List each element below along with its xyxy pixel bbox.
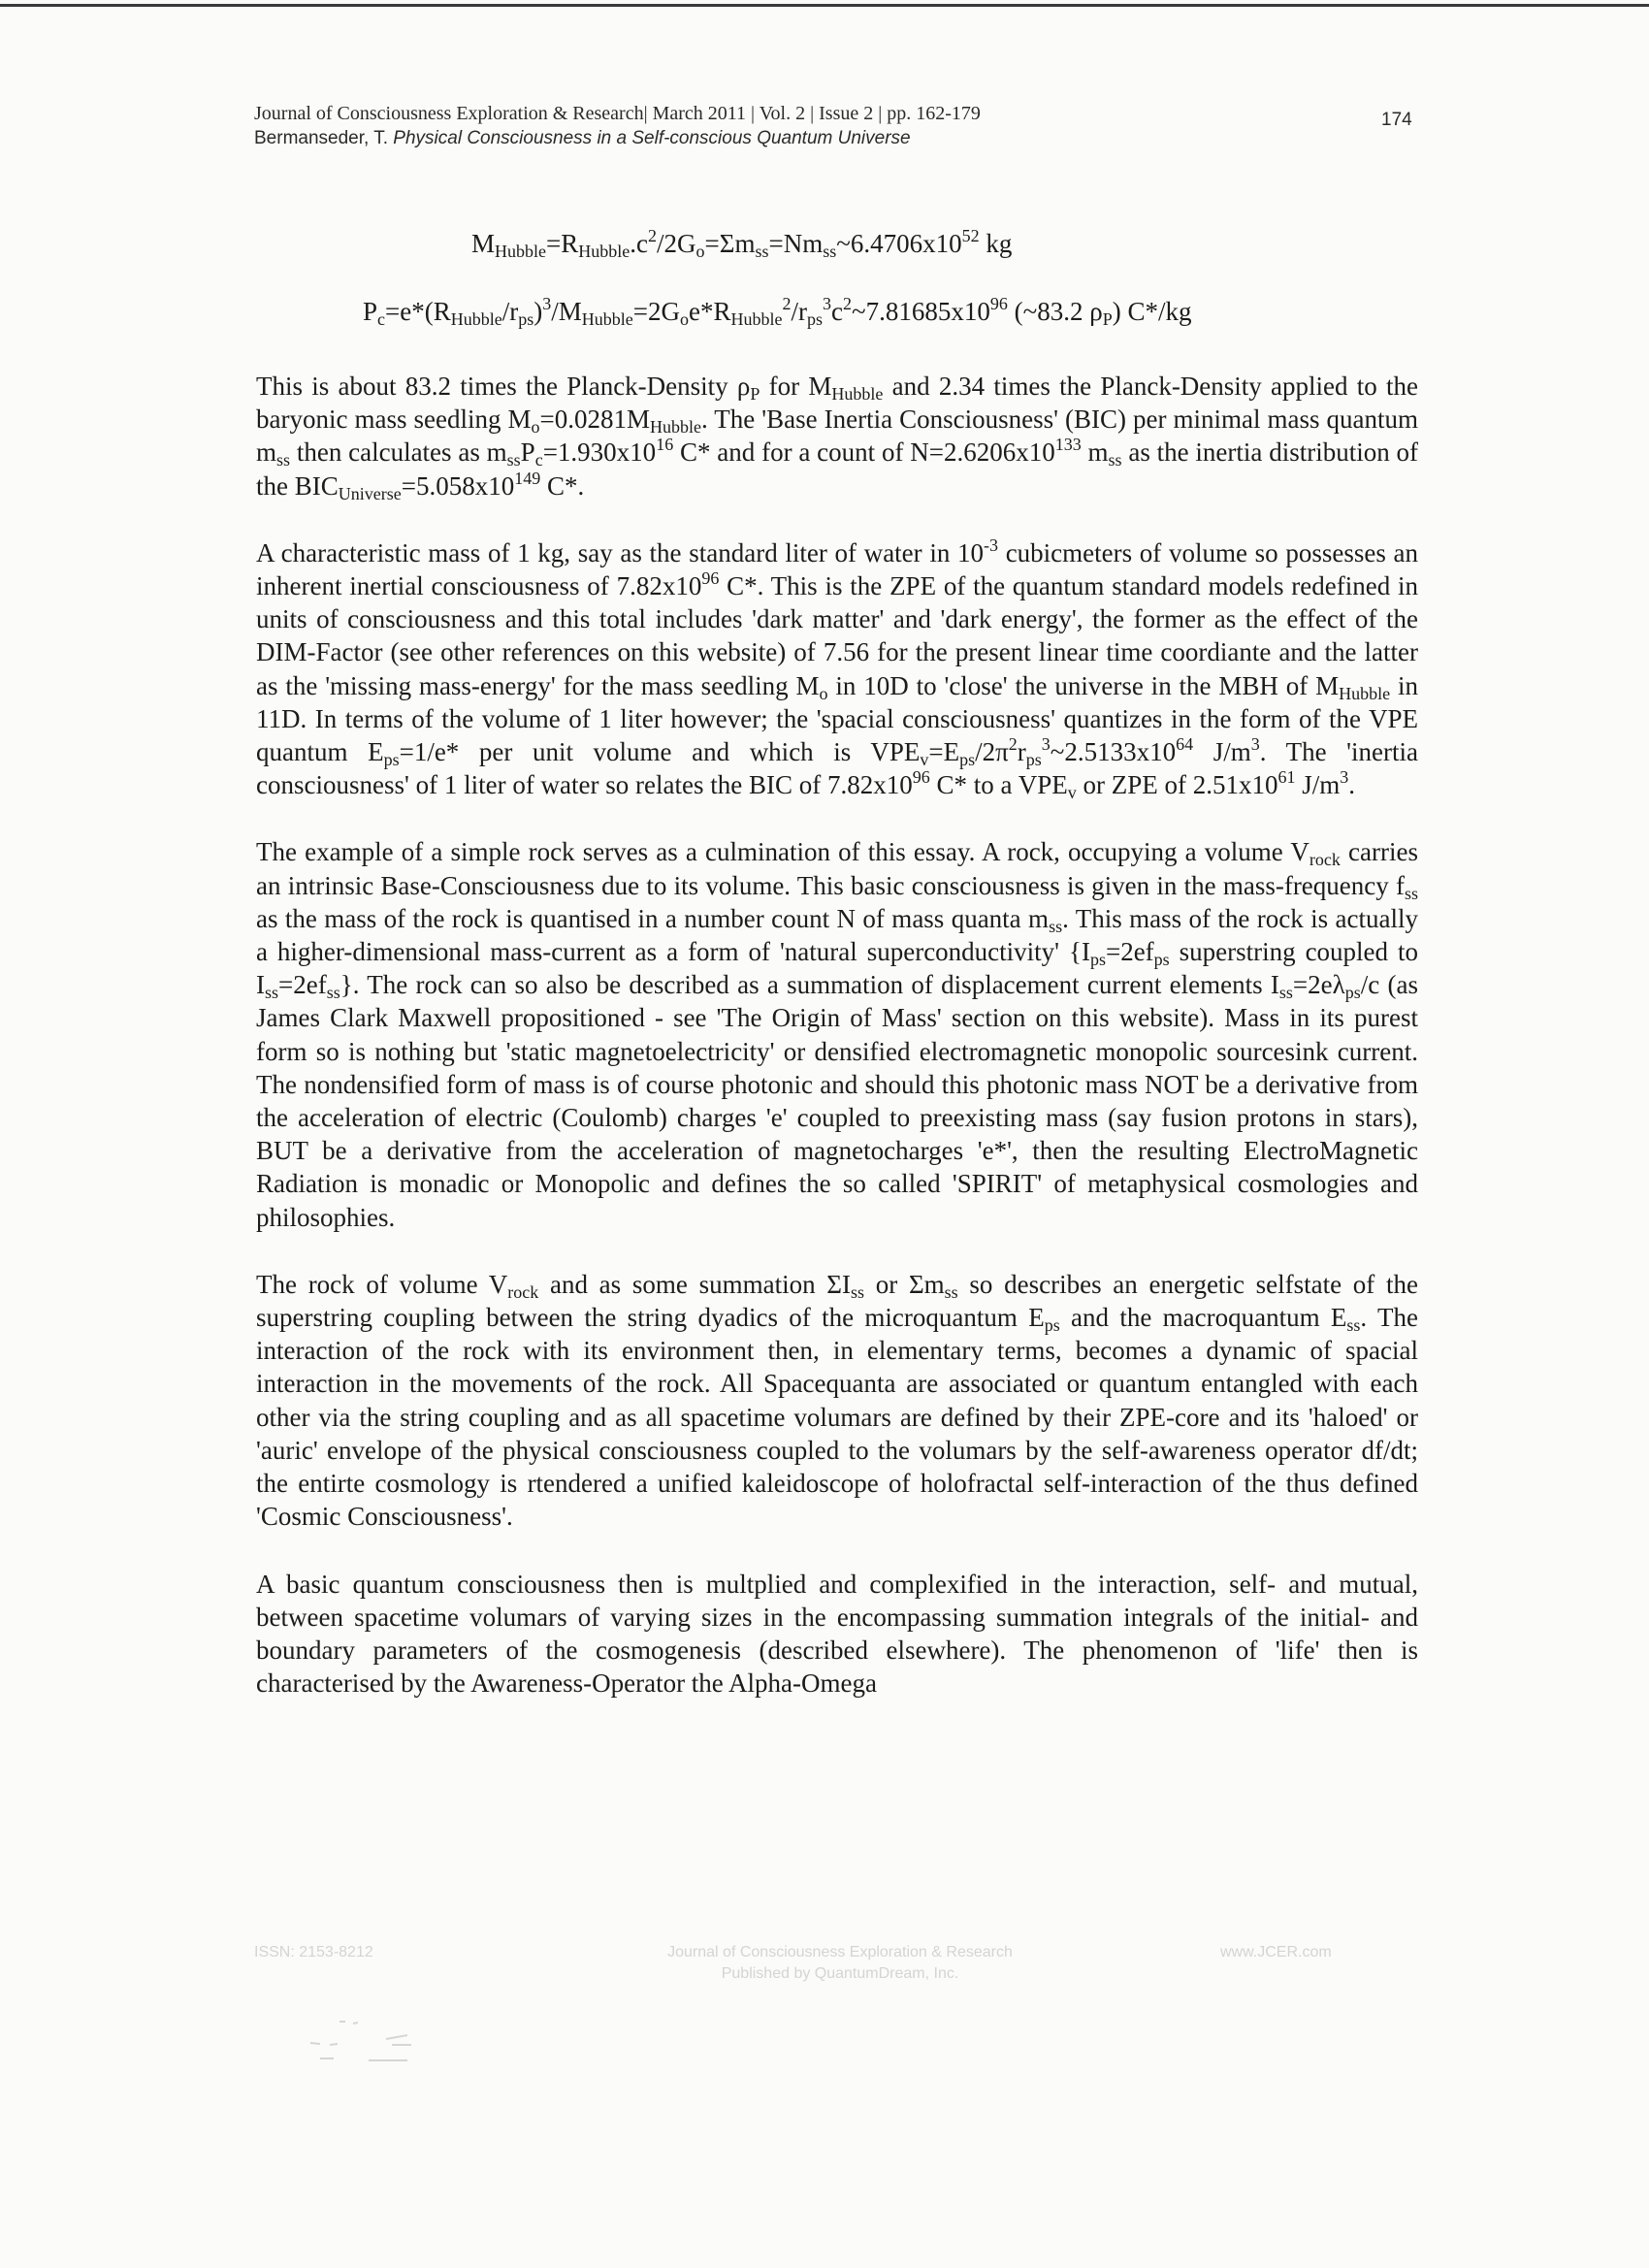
paragraph-planck-density: This is about 83.2 times the Planck-Density $\rho_P$ for $M_{Hubble}$ and 2.34 times the Planck-Density applied to the baryonic mass seedling $M_o=0.0281M_{Hubble}$. The 'Base Inertia Consciousness' (BIC) per minimal mass quantum $m_{ss}$ then calculates as $m_{ss}P_c=1.930x10^{16}$ C* and for a count of $N=2.6206x10^{133}$ $m_{ss}$ as the inertia distribution of the $BIC_{Universe}=5.058x10^{149}$ C*. [256, 372, 1418, 503]
paragraph-rock-volume: The rock of volume $V_{rock}$ and as some summation $\Sigma I_{ss}$ or $\Sigma m_{ss}$ so describes an energetic selfstate of the superstring coupling between the string dyadics of the microquantum $E_{ps}$ and the macroquantum $E_{ss}$. The interaction of the rock with its environment then, in elementary terms, becomes a dynamic of spacial interaction in the movements of the rock. All Spacequanta are associated or quantum entangled with each other via the string coupling and as all spacetime volumars are defined by their ZPE-core and its 'haloed' or 'auric' envelope of the physical consciousness coupled to the volumars by the self-awareness operator df/dt; the entirte cosmology is rtendered a unified kaleidoscope of holofractal self-interaction of the thus defined 'Cosmic Consciousness'. [256, 1269, 1418, 1532]
article-byline [254, 126, 1418, 151]
footer-publisher: Published by QuantumDream, Inc. [721, 1965, 959, 1982]
scan-smudge [291, 2010, 456, 2068]
scan-top-edge [0, 4, 1649, 7]
author-name: Bermanseder, T. [254, 128, 389, 148]
footer-journal-name: Journal of Consciousness Exploration & Research [667, 1944, 1013, 1960]
running-header [254, 101, 1418, 151]
journal-citation: Journal of Consciousness Exploration & Research| March 2011 | Vol. 2 | Issue 2 | pp. 162-179 [254, 103, 981, 124]
footer-website: www.JCER.com [1220, 1944, 1332, 1960]
equation-consciousness-density: $P_c=e*(R_{Hubble}/r_{ps})^3/M_{Hubble}=2G_oe*R_{Hubble}^2/r_{ps}^3c^2\sim 7.81685x10^{96}$ (~83.2 $\rho_P$) C*/kg [363, 294, 1192, 329]
article-title: Physical Consciousness in a Self-conscious Quantum Universe [393, 128, 911, 148]
footer-issn: ISSN: 2153-8212 [254, 1944, 373, 1960]
paragraph-simple-rock: The example of a simple rock serves as a culmination of this essay. A rock, occupying a volume $V_{rock}$ carries an intrinsic Base-Consciousness due to its volume. This basic consciousness is given in the mass-frequency $f_{ss}$ as the mass of the rock is quantised in a number count N of mass quanta $m_{ss}$. This mass of the rock is actually a higher-dimensional mass-current as a form of 'natural superconductivity' {$I_{ps}=2ef_{ps}$ superstring coupled to $I_{ss}=2ef_{ss}$}. The rock can so also be described as a summation of displacement current elements $I_{ss}=2e\lambda_{ps}/c$ (as James Clark Maxwell propositioned - see 'The Origin of Mass' section on this website). Mass in its purest form so is nothing but 'static magnetoelectricity' or densified electromagnetic monopolic sourcesink current. The nondensified form of mass is of course photonic and should this photonic mass NOT be a derivative from the acceleration of electric (Coulomb) charges 'e' coupled to preexisting mass (say fusion protons in stars), BUT be a derivative from the acceleration of magnetocharges 'e*', then the resulting ElectroMagnetic Radiation is monadic or Monopolic and defines the so called 'SPIRIT' of metaphysical cosmologies and philosophies. [256, 837, 1419, 1232]
paragraph-liter-of-water: A characteristic mass of 1 kg, say as the standard liter of water in $10^{-3}$ cubicmeters of volume so possesses an inherent inertial consciousness of $7.82x10^{96}$ C*. This is the ZPE of the quantum standard models redefined in units of consciousness and this total includes 'dark matter' and 'dark energy', the former as the effect of the DIM-Factor (see other references on this website) of 7.56 for the present linear time coordiante and the latter as the 'missing mass-energy' for the mass seedling $M_o$ in 10D to 'close' the universe in the MBH of $M_{Hubble}$ in 11D. In terms of the volume of 1 liter however; the 'spacial consciousness' quantizes in the form of the VPE quantum $E_{ps}=1/e*$ per unit volume and which is $VPE_v=E_{ps}/2\pi^2r_{ps}^3\sim 2.5133x10^{64}$ $J/m^3$. The 'inertia consciousness' of 1 liter of water so relates the BIC of $7.82x10^{96}$ C* to a $VPE_v$ or ZPE of $2.51x10^{61}$ $J/m^3$. [256, 535, 1418, 803]
article-body [256, 370, 1418, 1733]
paragraph-basic-quantum-consciousness: A basic quantum consciousness then is multplied and complexified in the interaction, self- and mutual, between spacetime volumars of varying sizes in the encompassing summation integrals of the initial- and boundary parameters of the cosmogenesis (described elsewhere). The phenomenon of 'life' then is characterised by the Awareness-Operator the Alpha-Omega [256, 1569, 1418, 1699]
equation-hubble-mass: $M_{Hubble}=R_{Hubble}.c^2/2G_o=\Sigma m_{ss}=Nm_{ss}\sim 6.4706x10^{52}$ kg [471, 226, 1013, 261]
page-number: 174 [1381, 110, 1412, 130]
footer-journal [636, 1942, 1044, 1985]
